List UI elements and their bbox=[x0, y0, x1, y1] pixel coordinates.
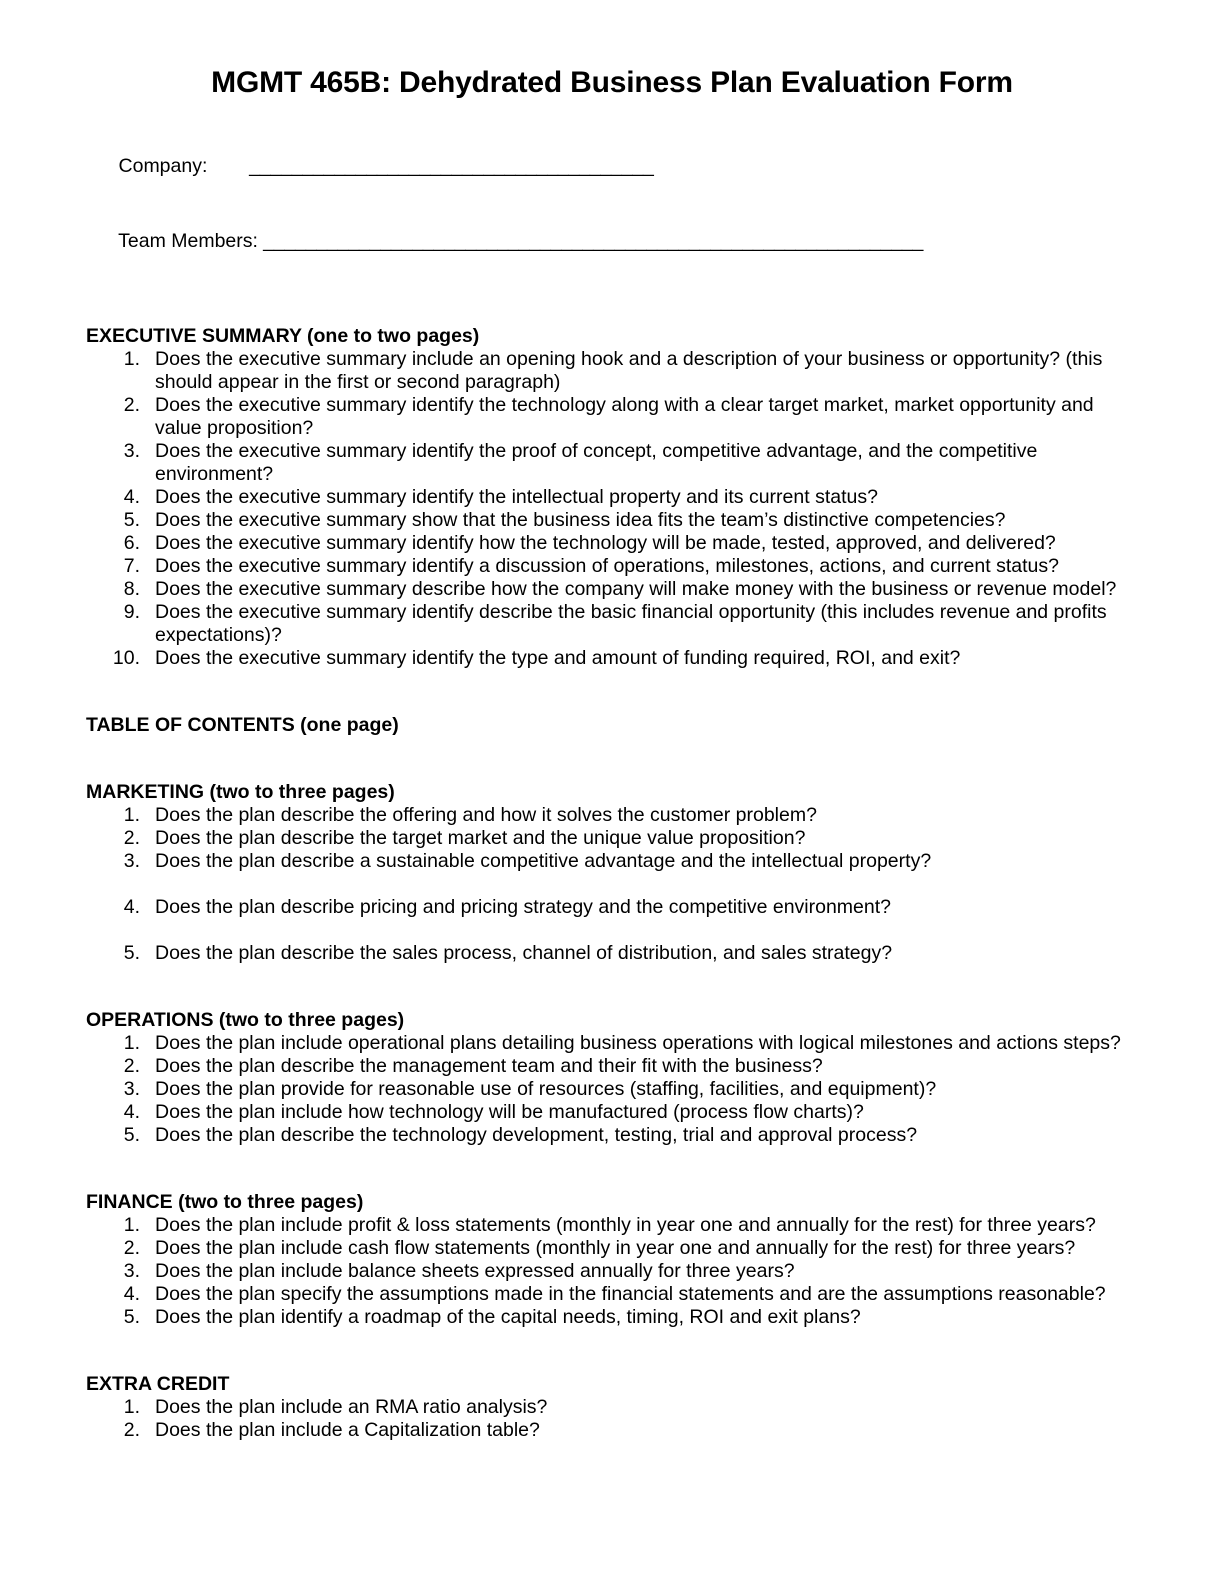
list-item-number: 6. bbox=[123, 531, 140, 554]
list-item[interactable] bbox=[86, 532, 1138, 555]
list-item[interactable] bbox=[86, 578, 1138, 601]
section-heading-finance: FINANCE (two to three pages) bbox=[86, 1190, 364, 1213]
section-marketing bbox=[86, 781, 1138, 965]
list-item[interactable] bbox=[86, 1032, 1138, 1055]
list-item-text: Does the executive summary describe how the company will make money with the business or revenue model? bbox=[155, 577, 1117, 600]
section-finance bbox=[86, 1191, 1138, 1329]
list-item-text: Does the plan describe a sustainable competitive advantage and the intellectual property? bbox=[155, 849, 932, 872]
section-table-of-contents bbox=[86, 714, 1138, 737]
list-item-text: Does the plan describe the sales process, channel of distribution, and sales strategy? bbox=[155, 941, 893, 964]
list-item[interactable] bbox=[86, 1396, 1138, 1419]
list-item-number: 5. bbox=[123, 941, 140, 964]
list-item-text: Does the plan include operational plans detailing business operations with logical milestones and actions steps? bbox=[155, 1031, 1121, 1054]
list-item-number: 4. bbox=[123, 895, 140, 918]
list-item[interactable] bbox=[86, 555, 1138, 578]
list-item-number: 1. bbox=[123, 1395, 140, 1418]
list-item-text: Does the executive summary identify how the technology will be made, tested, approved, and delivered? bbox=[155, 531, 1056, 554]
list-item-text: Does the plan describe the offering and how it solves the customer problem? bbox=[155, 803, 817, 826]
list-item-number: 5. bbox=[123, 1123, 140, 1146]
list-item-text: Does the plan include a Capitalization table? bbox=[155, 1418, 540, 1441]
list-item-text: Does the plan identify a roadmap of the capital needs, timing, ROI and exit plans? bbox=[155, 1305, 861, 1328]
team-members-field-label: Team Members: bbox=[118, 229, 258, 252]
section-executive-summary bbox=[86, 325, 1138, 670]
list-item-text: Does the executive summary include an opening hook and a description of your business or opportunity? (this should appear in the first or second paragraph) bbox=[155, 347, 1103, 393]
list-item-text: Does the executive summary identify the proof of concept, competitive advantage, and the competitive environment? bbox=[155, 439, 1038, 485]
list-item[interactable] bbox=[86, 348, 1138, 394]
list-item-text: Does the plan describe the technology development, testing, trial and approval process? bbox=[155, 1123, 918, 1146]
list-item[interactable] bbox=[86, 1419, 1138, 1442]
list-item-text: Does the executive summary identify the intellectual property and its current status? bbox=[155, 485, 878, 508]
list-item[interactable] bbox=[86, 942, 1138, 965]
company-field-rule[interactable]: ______________________________________ bbox=[207, 154, 654, 177]
list-item[interactable] bbox=[86, 509, 1138, 532]
list-item-text: Does the executive summary identify describe the basic financial opportunity (this includes revenue and profits expectations)? bbox=[155, 600, 1107, 646]
list-item[interactable] bbox=[86, 601, 1138, 647]
list-item[interactable] bbox=[86, 394, 1138, 440]
list-item[interactable] bbox=[86, 1283, 1138, 1306]
section-heading-marketing: MARKETING (two to three pages) bbox=[86, 780, 395, 803]
list-item[interactable] bbox=[86, 1055, 1138, 1078]
list-item-text: Does the plan include cash flow statements (monthly in year one and annually for the rest) for three years? bbox=[155, 1236, 1076, 1259]
list-item-number: 3. bbox=[123, 849, 140, 872]
page-title: MGMT 465B: Dehydrated Business Plan Evaluation Form bbox=[211, 66, 1013, 99]
section-heading-table-of-contents: TABLE OF CONTENTS (one page) bbox=[86, 713, 399, 736]
list-item-text: Does the executive summary identify a discussion of operations, milestones, actions, and current status? bbox=[155, 554, 1059, 577]
list-item[interactable] bbox=[86, 647, 1138, 670]
list-item[interactable] bbox=[86, 850, 1138, 873]
list-item-number: 9. bbox=[123, 600, 140, 623]
list-item-number: 8. bbox=[123, 577, 140, 600]
list-item[interactable] bbox=[86, 1078, 1138, 1101]
list-item-text: Does the executive summary identify the technology along with a clear target market, market opportunity and value proposition? bbox=[155, 393, 1094, 439]
list-item[interactable] bbox=[86, 486, 1138, 509]
checklist-executive-summary bbox=[86, 348, 1138, 670]
list-item-number: 2. bbox=[123, 1054, 140, 1077]
checklist-marketing bbox=[86, 804, 1138, 965]
section-operations bbox=[86, 1009, 1138, 1147]
document-body bbox=[0, 325, 1224, 1442]
list-item-number: 1. bbox=[123, 803, 140, 826]
list-item-text: Does the plan describe pricing and pricing strategy and the competitive environment? bbox=[155, 895, 892, 918]
list-item[interactable] bbox=[86, 1124, 1138, 1147]
company-field-label: Company: bbox=[118, 154, 208, 177]
form-fields bbox=[0, 129, 1224, 279]
list-item[interactable] bbox=[86, 1306, 1138, 1329]
section-heading-operations: OPERATIONS (two to three pages) bbox=[86, 1008, 405, 1031]
list-item-text: Does the executive summary identify the type and amount of funding required, ROI, and exit? bbox=[155, 646, 961, 669]
list-item-number: 4. bbox=[123, 485, 140, 508]
list-item-number: 2. bbox=[123, 393, 140, 416]
list-item-number: 3. bbox=[123, 1259, 140, 1282]
list-item-number: 7. bbox=[123, 554, 140, 577]
checklist-extra-credit bbox=[86, 1396, 1138, 1442]
list-item-number: 4. bbox=[123, 1282, 140, 1305]
list-item[interactable] bbox=[86, 1101, 1138, 1124]
list-item[interactable] bbox=[86, 440, 1138, 486]
list-item-text: Does the plan include an RMA ratio analysis? bbox=[155, 1395, 548, 1418]
section-extra-credit bbox=[86, 1373, 1138, 1442]
list-item-number: 3. bbox=[123, 1077, 140, 1100]
list-item[interactable] bbox=[86, 1237, 1138, 1260]
team-members-field-rule[interactable]: ______________________________________________________________ bbox=[257, 229, 924, 252]
list-item[interactable] bbox=[86, 827, 1138, 850]
list-item-text: Does the plan include balance sheets expressed annually for three years? bbox=[155, 1259, 795, 1282]
list-item-number: 5. bbox=[123, 508, 140, 531]
list-item-number: 10. bbox=[112, 646, 140, 669]
list-item-text: Does the plan describe the target market and the unique value proposition? bbox=[155, 826, 806, 849]
list-item[interactable] bbox=[86, 1260, 1138, 1283]
checklist-operations bbox=[86, 1032, 1138, 1147]
team-members-field-row bbox=[86, 204, 1138, 279]
section-heading-extra-credit: EXTRA CREDIT bbox=[86, 1372, 230, 1395]
list-item-text: Does the executive summary show that the business idea fits the team’s distinctive competencies? bbox=[155, 508, 1006, 531]
list-item-number: 1. bbox=[123, 1213, 140, 1236]
list-item-number: 1. bbox=[123, 1031, 140, 1054]
list-item[interactable] bbox=[86, 804, 1138, 827]
list-item-number: 4. bbox=[123, 1100, 140, 1123]
list-item-text: Does the plan specify the assumptions made in the financial statements and are the assumptions reasonable? bbox=[155, 1282, 1106, 1305]
list-item-text: Does the plan include profit & loss statements (monthly in year one and annually for the rest) for three years? bbox=[155, 1213, 1096, 1236]
list-item-number: 2. bbox=[123, 1418, 140, 1441]
list-item-number: 3. bbox=[123, 439, 140, 462]
list-item-text: Does the plan describe the management team and their fit with the business? bbox=[155, 1054, 823, 1077]
list-item-number: 1. bbox=[123, 347, 140, 370]
list-item[interactable] bbox=[86, 896, 1138, 919]
section-heading-executive-summary: EXECUTIVE SUMMARY (one to two pages) bbox=[86, 324, 480, 347]
company-field-row bbox=[86, 129, 1138, 204]
checklist-finance bbox=[86, 1214, 1138, 1329]
list-item[interactable] bbox=[86, 1214, 1138, 1237]
list-item-number: 5. bbox=[123, 1305, 140, 1328]
list-item-number: 2. bbox=[123, 826, 140, 849]
list-item-number: 2. bbox=[123, 1236, 140, 1259]
list-item-text: Does the plan include how technology will be manufactured (process flow charts)? bbox=[155, 1100, 864, 1123]
list-item-text: Does the plan provide for reasonable use of resources (staffing, facilities, and equipment)? bbox=[155, 1077, 937, 1100]
